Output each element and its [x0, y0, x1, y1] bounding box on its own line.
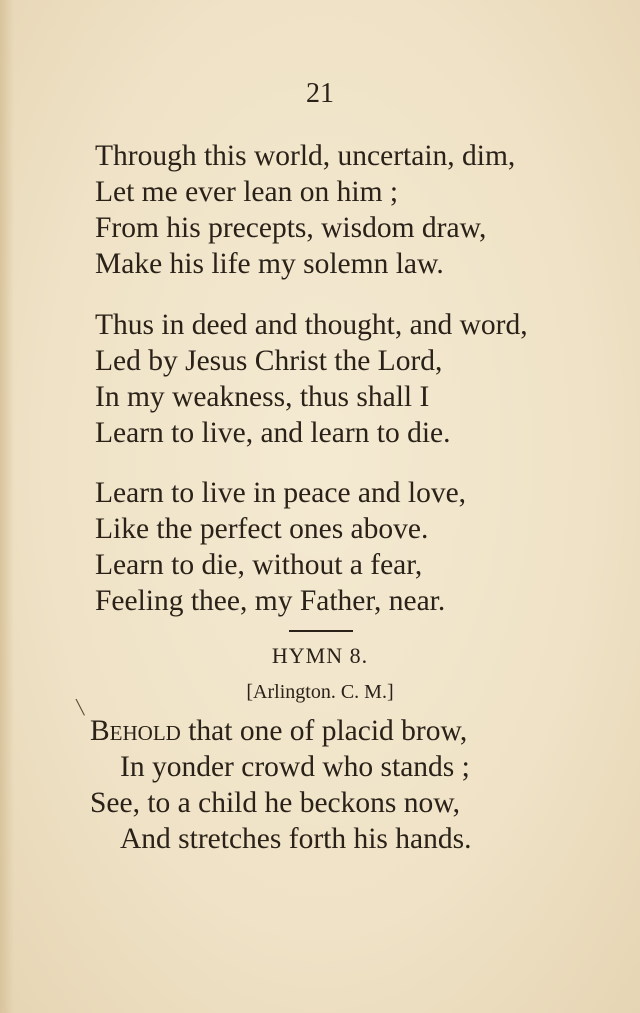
verse-line: Feeling thee, my Father, near.: [95, 585, 446, 617]
verse-line: See, to a child he beckons now,: [90, 787, 461, 819]
verse-line: Through this world, uncertain, dim,: [95, 140, 516, 172]
stanza-1: [95, 138, 515, 282]
verse-line: Like the perfect ones above.: [95, 513, 429, 545]
verse-line-rest: that one of placid brow,: [180, 715, 468, 747]
verse-line: Led by Jesus Christ the Lord,: [95, 345, 443, 377]
verse-line: [90, 713, 471, 749]
verse-line: Learn to live, and learn to die.: [95, 417, 451, 449]
margin-mark-icon: ╲: [76, 700, 85, 716]
hymn-tune: [Arlington. C. M.]: [246, 681, 394, 703]
hymn-title: HYMN 8.: [271, 643, 369, 668]
verse-line: Let me ever lean on him ;: [95, 176, 399, 208]
stanza-2: [95, 307, 528, 451]
page-gutter-shadow: [0, 0, 14, 1013]
verse-line: Make his life my solemn law.: [95, 248, 444, 280]
drop-word: Behold: [90, 715, 181, 747]
verse-line: And stretches forth his hands.: [120, 823, 472, 855]
verse-line: Thus in deed and thought, and word,: [95, 309, 528, 341]
verse-line: In my weakness, thus shall I: [95, 381, 430, 413]
verse-line: From his precepts, wisdom draw,: [95, 212, 487, 244]
verse-line: Learn to live in peace and love,: [95, 477, 467, 509]
stanza-3: [95, 475, 466, 619]
page-number: 21: [306, 78, 334, 109]
section-divider: [289, 630, 353, 632]
hymn-stanza-1: [90, 713, 471, 857]
verse-line: Learn to die, without a fear,: [95, 549, 423, 581]
verse-line: In yonder crowd who stands ;: [120, 751, 470, 783]
